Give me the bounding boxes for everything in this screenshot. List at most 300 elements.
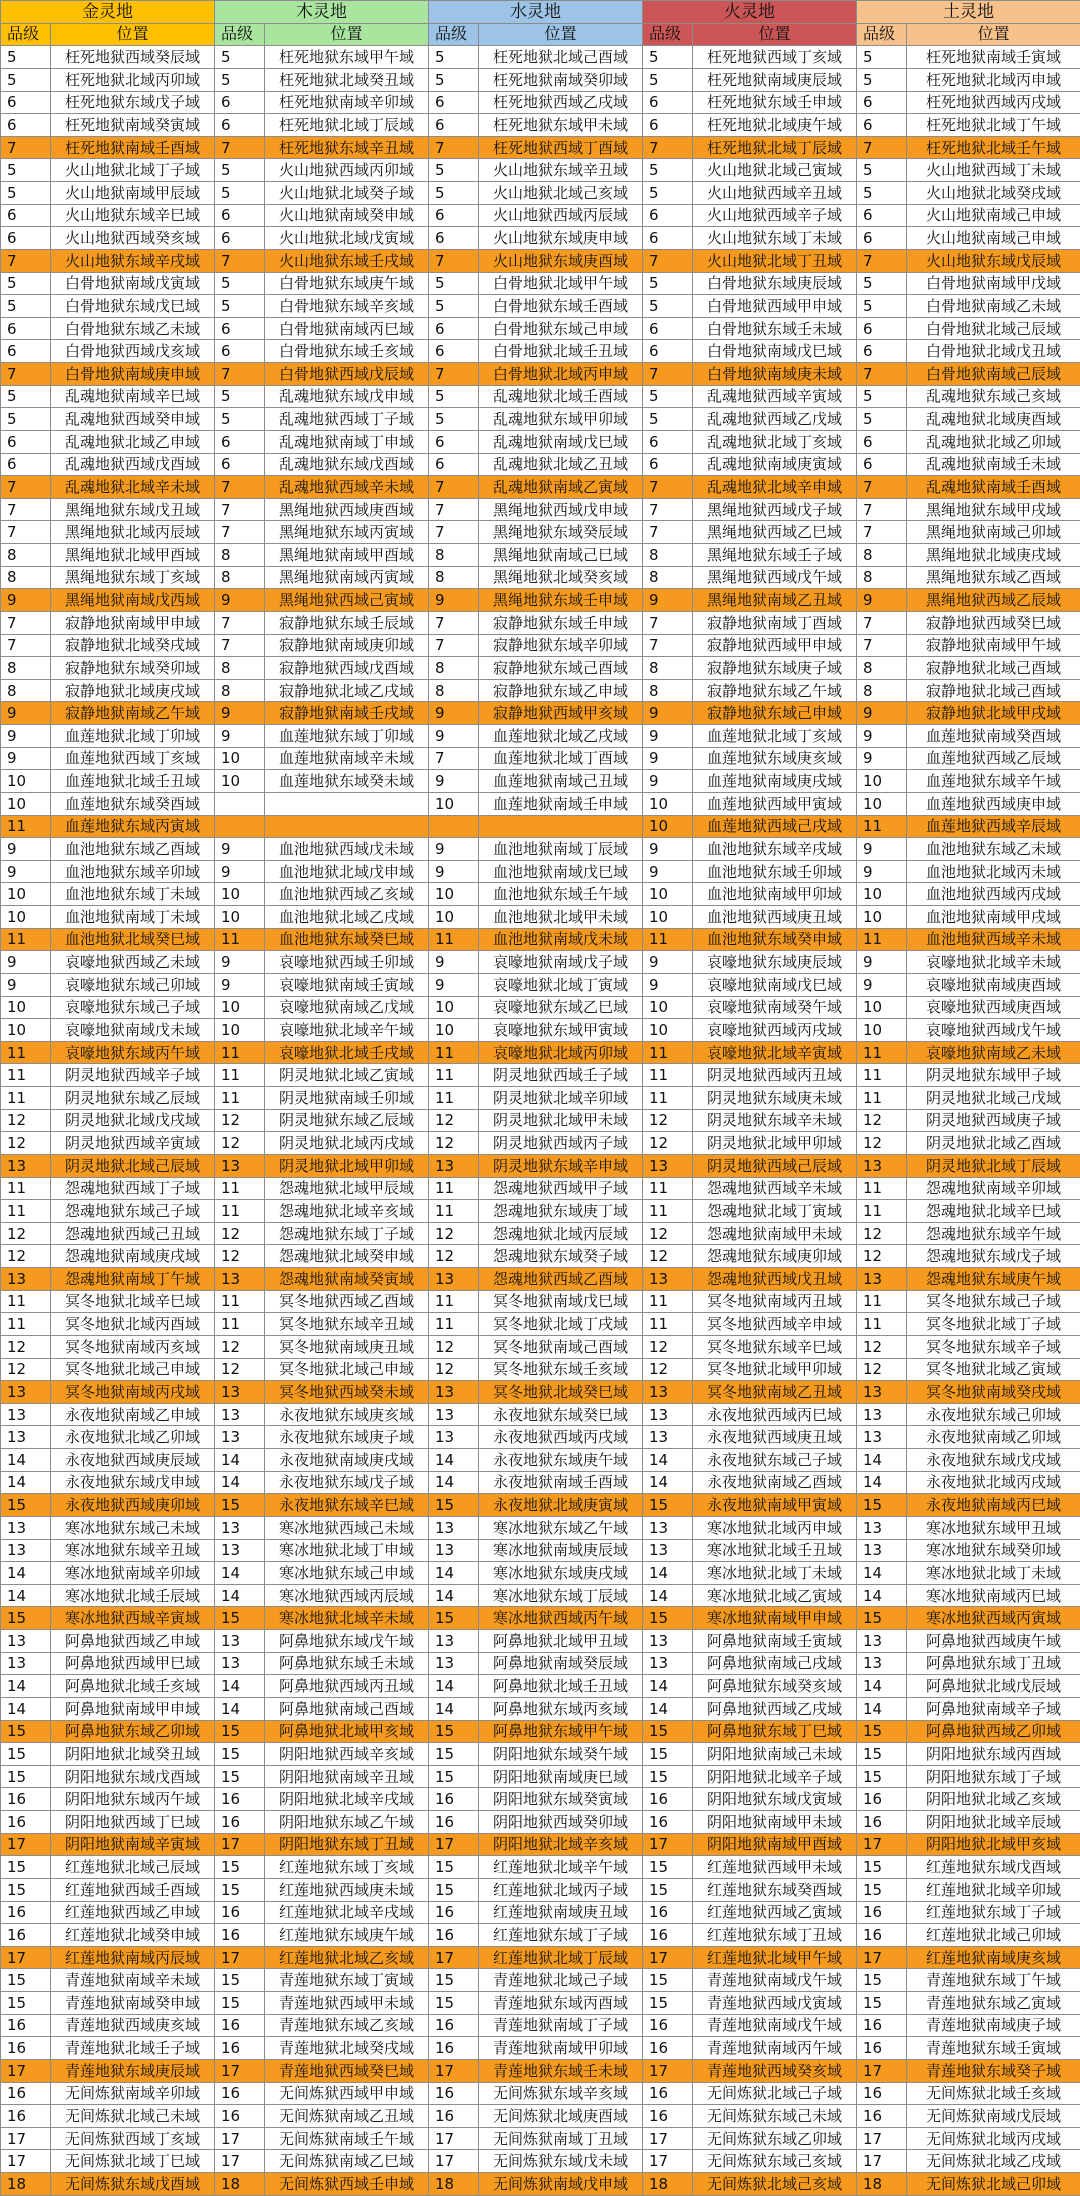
- grade-cell: 6: [1, 227, 51, 250]
- grade-cell: 13: [857, 1652, 907, 1675]
- grade-cell: 11: [857, 928, 907, 951]
- position-cell: 阴阳地狱东域丁丑域: [265, 1833, 429, 1856]
- position-cell: 火山地狱西域辛子域: [693, 204, 857, 227]
- grade-cell: 13: [429, 1403, 479, 1426]
- table-row: [1, 1064, 1080, 1087]
- position-cell: 阴阳地狱南域辛寅域: [51, 1833, 215, 1856]
- grade-cell: 16: [643, 1811, 693, 1834]
- grade-cell: 17: [643, 2059, 693, 2082]
- grade-cell: 15: [643, 1765, 693, 1788]
- grade-cell: 10: [215, 906, 265, 929]
- grade-cell: 10: [1, 883, 51, 906]
- grade-cell: 7: [215, 498, 265, 521]
- grade-cell: 12: [643, 1222, 693, 1245]
- grade-cell: 7: [429, 521, 479, 544]
- position-cell: 白骨地狱西域戊亥域: [51, 340, 215, 363]
- position-cell: 哀嚎地狱西域乙未域: [51, 951, 215, 974]
- table-row: [1, 1290, 1080, 1313]
- table-row-highlight: [1, 1833, 1080, 1856]
- grade-cell: 8: [429, 657, 479, 680]
- position-cell: 永夜地狱南域乙酉域: [693, 1471, 857, 1494]
- grade-cell: 16: [643, 1901, 693, 1924]
- position-cell: 火山地狱东域辛巳域: [51, 204, 215, 227]
- position-cell: 哀嚎地狱南域乙戊域: [265, 996, 429, 1019]
- position-cell: 枉死地狱南域壬酉域: [51, 136, 215, 159]
- position-cell: 火山地狱南域己申域: [907, 227, 1080, 250]
- grade-cell: 5: [215, 272, 265, 295]
- grade-cell: 16: [215, 2037, 265, 2060]
- table-row-highlight: [1, 1041, 1080, 1064]
- grade-cell: 10: [643, 906, 693, 929]
- grade-cell: 13: [1, 1268, 51, 1291]
- grade-cell: 12: [643, 1109, 693, 1132]
- grade-cell: 13: [1, 1539, 51, 1562]
- position-cell: 阿鼻地狱东域壬未域: [265, 1652, 429, 1675]
- table-row: [1, 1358, 1080, 1381]
- grade-cell: 9: [643, 951, 693, 974]
- position-cell: 怨魂地狱东域庚午域: [907, 1268, 1080, 1291]
- table-row: [1, 1743, 1080, 1766]
- position-cell: 哀嚎地狱西域丙戌域: [693, 1019, 857, 1042]
- grade-cell: 6: [857, 317, 907, 340]
- position-cell: 乱魂地狱西域乙戊域: [693, 408, 857, 431]
- position-cell: 阿鼻地狱南域己酉域: [265, 1697, 429, 1720]
- position-cell: 红莲地狱北域丙子域: [479, 1878, 643, 1901]
- position-cell: 乱魂地狱东域甲卯域: [479, 408, 643, 431]
- position-cell: 永夜地狱东域辛巳域: [265, 1494, 429, 1517]
- position-cell: 无间炼狱东域戊酉域: [51, 2173, 215, 2196]
- grade-cell: 7: [429, 747, 479, 770]
- position-cell: 阿鼻地狱南域己戌域: [693, 1652, 857, 1675]
- table-row: [1, 1675, 1080, 1698]
- grade-cell: 7: [857, 611, 907, 634]
- grade-cell: 13: [643, 1652, 693, 1675]
- grade-cell: 15: [857, 1743, 907, 1766]
- position-cell: 冥冬地狱北域己申域: [265, 1358, 429, 1381]
- grade-cell: 9: [1, 973, 51, 996]
- position-cell: 永夜地狱东域戊子域: [265, 1471, 429, 1494]
- grade-cell: 9: [643, 702, 693, 725]
- position-cell: 黑绳地狱南域甲酉域: [265, 544, 429, 567]
- position-cell: 冥冬地狱东域壬亥域: [479, 1358, 643, 1381]
- position-cell: 阴阳地狱东域癸午域: [479, 1743, 643, 1766]
- position-cell: 永夜地狱西域丙巳域: [693, 1403, 857, 1426]
- grade-cell: 11: [643, 928, 693, 951]
- grade-cell: 13: [643, 1630, 693, 1653]
- grade-cell: 6: [215, 114, 265, 137]
- position-cell: 乱魂地狱东域戊申域: [265, 385, 429, 408]
- position-cell: 哀嚎地狱东域庚辰域: [693, 951, 857, 974]
- position-cell: 寂静地狱东域癸卯域: [51, 657, 215, 680]
- table-row-highlight: [1, 1494, 1080, 1517]
- position-cell: 火山地狱西域癸亥域: [51, 227, 215, 250]
- table-row: [1, 792, 1080, 815]
- position-cell: 白骨地狱西域甲申域: [693, 295, 857, 318]
- position-cell: 寒冰地狱南域辛卯域: [51, 1562, 215, 1585]
- position-cell: 怨魂地狱北域甲辰域: [265, 1177, 429, 1200]
- position-cell: 无间炼狱北域乙戌域: [907, 2150, 1080, 2173]
- grade-cell: 13: [1, 1652, 51, 1675]
- position-cell: 寒冰地狱西域己未域: [265, 1516, 429, 1539]
- position-cell: 枉死地狱南域壬寅域: [907, 46, 1080, 69]
- position-cell: 血莲地狱东域庚亥域: [693, 747, 857, 770]
- grade-cell: 8: [857, 679, 907, 702]
- position-cell: 黑绳地狱南域乙丑域: [693, 589, 857, 612]
- grade-cell: 17: [857, 1946, 907, 1969]
- grade-cell: 9: [215, 589, 265, 612]
- position-cell: 青莲地狱南域甲卯域: [479, 2037, 643, 2060]
- grade-cell: 14: [1, 1584, 51, 1607]
- grade-cell: 10: [643, 1019, 693, 1042]
- position-cell: 无间炼狱东域辛亥域: [479, 2082, 643, 2105]
- table-row: [1, 430, 1080, 453]
- position-cell: 黑绳地狱北域甲酉域: [51, 544, 215, 567]
- position-cell: 红莲地狱北域辛戌域: [265, 1901, 429, 1924]
- grade-cell: 11: [1, 1087, 51, 1110]
- group-header-fire: 火灵地: [643, 1, 857, 24]
- position-cell: 白骨地狱北域甲午域: [479, 272, 643, 295]
- table-row: [1, 1788, 1080, 1811]
- grade-cell: 13: [215, 1426, 265, 1449]
- grade-cell: 8: [643, 657, 693, 680]
- group-header-row: [1, 1, 1080, 24]
- position-cell: 永夜地狱北域乙卯域: [51, 1426, 215, 1449]
- position-cell: 寒冰地狱东域庚戌域: [479, 1562, 643, 1585]
- table-row-highlight: [1, 1607, 1080, 1630]
- grade-cell: 12: [1, 1132, 51, 1155]
- grade-cell: 8: [215, 566, 265, 589]
- grade-cell: 15: [857, 1765, 907, 1788]
- table-row: [1, 1177, 1080, 1200]
- position-cell: 乱魂地狱北域乙卯域: [907, 430, 1080, 453]
- grade-cell: 9: [429, 951, 479, 974]
- position-cell: 怨魂地狱南域甲未域: [693, 1222, 857, 1245]
- position-cell: 血池地狱北域戊申域: [265, 860, 429, 883]
- grade-cell: 9: [1, 725, 51, 748]
- position-cell: 阿鼻地狱东域丁丑域: [907, 1652, 1080, 1675]
- position-cell: 阴灵地狱西域壬子域: [479, 1064, 643, 1087]
- position-cell: 寂静地狱东域己酉域: [479, 657, 643, 680]
- position-cell: 乱魂地狱西域辛寅域: [693, 385, 857, 408]
- position-cell: 血莲地狱东域丁卯域: [265, 725, 429, 748]
- grade-cell: 15: [215, 1494, 265, 1517]
- grade-cell: 5: [643, 295, 693, 318]
- grade-cell: 6: [215, 227, 265, 250]
- position-cell: 红莲地狱北域己辰域: [51, 1856, 215, 1879]
- position-cell: 青莲地狱南域癸申域: [51, 1992, 215, 2015]
- grade-cell: 6: [857, 340, 907, 363]
- position-cell: 白骨地狱东域己申域: [479, 317, 643, 340]
- position-cell: 无间炼狱南域壬午域: [265, 2127, 429, 2150]
- position-header: 位置: [479, 23, 643, 46]
- position-cell: 火山地狱北域己亥域: [479, 182, 643, 205]
- position-cell: 血莲地狱南域壬申域: [479, 792, 643, 815]
- grade-cell: 7: [1, 498, 51, 521]
- position-cell: 冥冬地狱北域甲卯域: [693, 1358, 857, 1381]
- position-cell: 血莲地狱西域甲寅域: [693, 792, 857, 815]
- grade-cell: 15: [643, 1720, 693, 1743]
- table-row: [1, 544, 1080, 567]
- position-cell: 白骨地狱南域甲戊域: [907, 272, 1080, 295]
- grade-cell: 5: [215, 295, 265, 318]
- grade-cell: 13: [643, 1539, 693, 1562]
- grade-cell: 13: [429, 1154, 479, 1177]
- grade-cell: 16: [215, 1901, 265, 1924]
- table-row-highlight: [1, 2173, 1080, 2196]
- position-cell: 永夜地狱东域己卯域: [907, 1403, 1080, 1426]
- position-cell: 枉死地狱北域丁辰域: [265, 114, 429, 137]
- position-cell: 寒冰地狱北域壬辰域: [51, 1584, 215, 1607]
- position-cell: 阿鼻地狱南域壬寅域: [693, 1630, 857, 1653]
- grade-cell: 5: [643, 272, 693, 295]
- position-cell: 血池地狱西域辛未域: [907, 928, 1080, 951]
- table-row: [1, 1132, 1080, 1155]
- grade-cell: 11: [643, 1087, 693, 1110]
- position-cell: 哀嚎地狱西域壬卯域: [265, 951, 429, 974]
- grade-cell: 8: [1, 566, 51, 589]
- grade-cell: 14: [1, 1562, 51, 1585]
- grade-cell: 13: [215, 1154, 265, 1177]
- position-cell: 血池地狱南域甲卯域: [693, 883, 857, 906]
- position-cell: 哀嚎地狱南域戊子域: [479, 951, 643, 974]
- grade-cell: 5: [429, 68, 479, 91]
- position-cell: 白骨地狱东域壬未域: [693, 317, 857, 340]
- grade-cell: 12: [1, 1335, 51, 1358]
- position-cell: 永夜地狱西域丙戌域: [479, 1426, 643, 1449]
- grade-cell: 9: [215, 951, 265, 974]
- grade-cell: 6: [643, 340, 693, 363]
- grade-cell: 11: [429, 1064, 479, 1087]
- grade-cell: 5: [1, 68, 51, 91]
- grade-cell: 5: [643, 408, 693, 431]
- grade-cell: 17: [1, 2150, 51, 2173]
- position-cell: 永夜地狱东域戊戌域: [907, 1449, 1080, 1472]
- position-cell: 青莲地狱南域庚子域: [907, 2014, 1080, 2037]
- position-cell: 寒冰地狱东域己未域: [51, 1516, 215, 1539]
- grade-cell: 7: [429, 611, 479, 634]
- grade-cell: 16: [215, 1788, 265, 1811]
- grade-cell: 11: [643, 1041, 693, 1064]
- position-cell: 红莲地狱西域庚未域: [265, 1878, 429, 1901]
- position-cell: 永夜地狱南域乙申域: [51, 1403, 215, 1426]
- grade-cell: 16: [643, 2037, 693, 2060]
- grade-cell: 12: [215, 1222, 265, 1245]
- table-row: [1, 1471, 1080, 1494]
- position-cell: 阴阳地狱北域癸丑域: [51, 1743, 215, 1766]
- grade-cell: 5: [643, 68, 693, 91]
- position-cell: 怨魂地狱东域庚丁域: [479, 1200, 643, 1223]
- grade-cell: 11: [643, 1177, 693, 1200]
- grade-cell: 11: [643, 1064, 693, 1087]
- grade-cell: 15: [857, 1494, 907, 1517]
- position-cell: 哀嚎地狱南域乙未域: [907, 1041, 1080, 1064]
- table-row: [1, 951, 1080, 974]
- position-cell: 火山地狱西域丙辰域: [479, 204, 643, 227]
- position-cell: 冥冬地狱北域癸巳域: [479, 1381, 643, 1404]
- position-cell: 白骨地狱东域庚辰域: [693, 272, 857, 295]
- grade-cell: 7: [429, 249, 479, 272]
- position-cell: 阿鼻地狱北域甲丑域: [479, 1630, 643, 1653]
- position-cell: 乱魂地狱北域庚酉域: [907, 408, 1080, 431]
- grade-cell: 16: [857, 1924, 907, 1947]
- position-cell: 阿鼻地狱南域甲申域: [51, 1697, 215, 1720]
- position-cell: 寂静地狱西域癸巳域: [907, 611, 1080, 634]
- position-cell: 冥冬地狱西域癸未域: [265, 1381, 429, 1404]
- grade-cell: [215, 792, 265, 815]
- table-row: [1, 408, 1080, 431]
- grade-cell: 17: [857, 2127, 907, 2150]
- position-cell: 黑绳地狱北域癸亥域: [479, 566, 643, 589]
- position-cell: 青莲地狱南域丙午域: [693, 2037, 857, 2060]
- position-cell: 枉死地狱西域乙戌域: [479, 91, 643, 114]
- grade-cell: 5: [857, 272, 907, 295]
- position-cell: 寂静地狱南域壬戌域: [265, 702, 429, 725]
- position-cell: 青莲地狱南域辛未域: [51, 1969, 215, 1992]
- grade-cell: 5: [857, 295, 907, 318]
- position-cell: 枉死地狱北域丁午域: [907, 114, 1080, 137]
- grade-cell: 17: [429, 1946, 479, 1969]
- position-cell: 怨魂地狱西域己丑域: [51, 1222, 215, 1245]
- position-cell: 永夜地狱西域庚卯域: [51, 1494, 215, 1517]
- grade-cell: 14: [643, 1675, 693, 1698]
- position-cell: 黑绳地狱南域己卯域: [907, 521, 1080, 544]
- position-cell: 红莲地狱北域甲午域: [693, 1946, 857, 1969]
- position-cell: 青莲地狱南域丁子域: [479, 2014, 643, 2037]
- position-cell: 红莲地狱东域丁亥域: [265, 1856, 429, 1879]
- grade-cell: 11: [857, 1313, 907, 1336]
- position-cell: 乱魂地狱南域庚寅域: [693, 453, 857, 476]
- position-cell: 红莲地狱北域己卯域: [907, 1924, 1080, 1947]
- grade-cell: 15: [857, 1720, 907, 1743]
- grade-cell: 15: [1, 1878, 51, 1901]
- position-cell: 寒冰地狱西域辛寅域: [51, 1607, 215, 1630]
- position-cell: 冥冬地狱北域己申域: [51, 1358, 215, 1381]
- position-cell: 血莲地狱北域乙戌域: [479, 725, 643, 748]
- position-cell: 乱魂地狱南域辛巳域: [51, 385, 215, 408]
- position-cell: 白骨地狱北域壬丑域: [479, 340, 643, 363]
- table-row: [1, 1516, 1080, 1539]
- grade-cell: 7: [643, 136, 693, 159]
- grade-cell: 14: [215, 1584, 265, 1607]
- position-cell: 黑绳地狱北域丙辰域: [51, 521, 215, 544]
- grade-cell: 6: [643, 227, 693, 250]
- position-cell: 枉死地狱北域丁辰域: [693, 136, 857, 159]
- grade-cell: 5: [1, 46, 51, 69]
- table-row: [1, 1765, 1080, 1788]
- grade-cell: 11: [429, 1087, 479, 1110]
- position-cell: 永夜地狱南域乙卯域: [907, 1426, 1080, 1449]
- position-cell: 乱魂地狱南域壬未域: [907, 453, 1080, 476]
- grade-cell: 15: [643, 1856, 693, 1879]
- position-cell: 青莲地狱北域壬子域: [51, 2037, 215, 2060]
- position-cell: 哀嚎地狱北域丙卯域: [479, 1041, 643, 1064]
- grade-cell: 6: [643, 114, 693, 137]
- grade-cell: 15: [1, 1494, 51, 1517]
- grade-cell: 5: [429, 182, 479, 205]
- position-cell: 血池地狱北域甲未域: [479, 906, 643, 929]
- table-row: [1, 1245, 1080, 1268]
- grade-cell: 9: [429, 725, 479, 748]
- grade-cell: 13: [643, 1154, 693, 1177]
- grade-header: 品级: [643, 23, 693, 46]
- position-cell: 怨魂地狱东域己子域: [51, 1200, 215, 1223]
- grade-cell: 16: [215, 2105, 265, 2128]
- grade-cell: 16: [215, 2014, 265, 2037]
- position-cell: 永夜地狱西域庚丑域: [693, 1426, 857, 1449]
- grade-cell: 14: [429, 1697, 479, 1720]
- position-cell: 怨魂地狱西域戊丑域: [693, 1268, 857, 1291]
- grade-cell: 9: [643, 747, 693, 770]
- position-cell: 红莲地狱南域庚丑域: [479, 1901, 643, 1924]
- position-cell: 阿鼻地狱南域辛子域: [907, 1697, 1080, 1720]
- position-cell: 寒冰地狱北域丁未域: [693, 1562, 857, 1585]
- position-cell: 火山地狱北域丁子域: [51, 159, 215, 182]
- grade-cell: 5: [1, 295, 51, 318]
- position-cell: 冥冬地狱北域乙寅域: [907, 1358, 1080, 1381]
- grade-cell: 6: [215, 453, 265, 476]
- grade-cell: 9: [1, 838, 51, 861]
- position-cell: 青莲地狱东域丁午域: [907, 1969, 1080, 1992]
- position-cell: 火山地狱西域丁未域: [907, 159, 1080, 182]
- position-cell: 青莲地狱东域癸子域: [907, 2059, 1080, 2082]
- position-cell: 红莲地狱北域丁辰域: [479, 1946, 643, 1969]
- grade-cell: 16: [429, 1788, 479, 1811]
- grade-cell: 17: [429, 2059, 479, 2082]
- position-cell: 白骨地狱北域己辰域: [907, 317, 1080, 340]
- grade-cell: 17: [1, 1833, 51, 1856]
- table-row: [1, 725, 1080, 748]
- position-cell: 阴灵地狱西域己辰域: [693, 1154, 857, 1177]
- position-cell: 血莲地狱北域丁亥域: [693, 725, 857, 748]
- table-row: [1, 46, 1080, 69]
- grade-cell: 15: [429, 1607, 479, 1630]
- position-cell: 红莲地狱东域戊酉域: [907, 1856, 1080, 1879]
- grade-cell: 11: [1, 1041, 51, 1064]
- position-cell: 红莲地狱南域庚亥域: [907, 1946, 1080, 1969]
- grade-cell: 12: [429, 1335, 479, 1358]
- position-cell: 寂静地狱北域乙戌域: [265, 679, 429, 702]
- grade-cell: 7: [643, 249, 693, 272]
- grade-cell: 12: [429, 1358, 479, 1381]
- table-row: [1, 657, 1080, 680]
- position-cell: 乱魂地狱西域丁子域: [265, 408, 429, 431]
- position-cell: 黑绳地狱东域壬子域: [693, 544, 857, 567]
- position-cell: 血池地狱南域戊巳域: [479, 860, 643, 883]
- position-cell: 阴灵地狱北域戊戌域: [51, 1109, 215, 1132]
- table-row-highlight: [1, 702, 1080, 725]
- grade-cell: 5: [857, 46, 907, 69]
- position-cell: 阴阳地狱东域丁子域: [907, 1765, 1080, 1788]
- position-cell: 阿鼻地狱西域乙卯域: [907, 1720, 1080, 1743]
- position-cell: 血莲地狱南域辛未域: [265, 747, 429, 770]
- grade-cell: 16: [215, 2082, 265, 2105]
- column-header-row: [1, 23, 1080, 46]
- grade-cell: 14: [429, 1471, 479, 1494]
- table-row: [1, 1630, 1080, 1653]
- position-cell: 阴灵地狱北域辛卯域: [479, 1087, 643, 1110]
- position-cell: 阴阳地狱北域辛子域: [693, 1765, 857, 1788]
- position-cell: 血池地狱东域辛戌域: [693, 838, 857, 861]
- position-cell: 阿鼻地狱东域乙卯域: [51, 1720, 215, 1743]
- position-cell: 枉死地狱东域辛丑域: [265, 136, 429, 159]
- grade-cell: 8: [643, 544, 693, 567]
- grade-cell: 14: [429, 1562, 479, 1585]
- position-cell: 黑绳地狱西域戊申域: [479, 498, 643, 521]
- position-cell: 寒冰地狱西域丙辰域: [265, 1584, 429, 1607]
- grade-cell: 17: [429, 1833, 479, 1856]
- table-row-highlight: [1, 1720, 1080, 1743]
- grade-cell: 6: [429, 430, 479, 453]
